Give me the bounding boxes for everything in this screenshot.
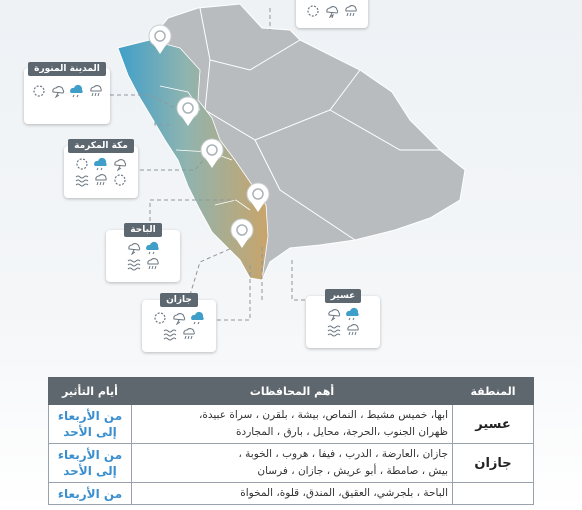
days-cell: من الأربعاء إلى الأحد (49, 405, 132, 444)
fog-icon (126, 257, 142, 271)
regions-table (48, 377, 534, 505)
region-card-jazan (142, 295, 216, 352)
table-row (49, 483, 534, 505)
governorates-cell: الباحة ، بلجرشي، العقيق، المندق، قلوة، المخواة (132, 483, 453, 505)
header-governorates: أهم المحافظات (132, 378, 453, 405)
heavy-rain-icon (88, 84, 104, 98)
region-cell: عسير (453, 405, 534, 444)
region-name: مكة المكرمة (68, 139, 134, 153)
rain-cloud-icon (190, 311, 206, 325)
header-region: المنطقة (453, 378, 534, 405)
days-cell: من الأربعاء إلى الأحد (49, 444, 132, 483)
heavy-rain-icon (345, 323, 361, 337)
region-cell: جازان (453, 444, 534, 483)
dust-icon (31, 84, 47, 98)
region-name: عسير (325, 289, 362, 303)
region-card-asir (306, 291, 380, 348)
fog-icon (326, 323, 342, 337)
rain-cloud-icon (145, 241, 161, 255)
dust-icon (152, 311, 168, 325)
heavy-rain-icon (93, 173, 109, 187)
heavy-rain-icon (145, 257, 161, 271)
heavy-rain-icon (181, 327, 197, 341)
thunder-rain-icon (112, 157, 128, 171)
thunder-rain-icon (326, 307, 342, 321)
days-cell: من الأربعاء (49, 483, 132, 505)
table-row (49, 405, 534, 444)
region-card-baha (106, 225, 180, 282)
governorates-cell: جازان ،العارضة ، الدرب ، فيفا ، هروب ، الخوبة ، بيش ، صامطة ، أبو عريش ، جازان ، فرسان (132, 444, 453, 483)
region-card-madinah (24, 64, 110, 124)
header-days: أيام التأثير (49, 378, 132, 405)
table-header-row (49, 378, 534, 405)
rain-cloud-icon (345, 307, 361, 321)
thunder-rain-icon (171, 311, 187, 325)
thunder-rain-icon (324, 4, 340, 18)
region-card-makkah (64, 141, 138, 198)
dust-icon (305, 4, 321, 18)
region-card-top (296, 0, 368, 28)
region-name: المدينة المنورة (28, 62, 106, 76)
region-name: الباحة (124, 223, 161, 237)
thunder-rain-icon (50, 84, 66, 98)
region-name: جازان (160, 293, 198, 307)
table-row (49, 444, 534, 483)
dust-icon (112, 173, 128, 187)
heavy-rain-icon (343, 4, 359, 18)
fog-icon (74, 173, 90, 187)
rain-cloud-icon (69, 84, 85, 98)
fog-icon (162, 327, 178, 341)
thunder-rain-icon (126, 241, 142, 255)
rain-cloud-icon (93, 157, 109, 171)
region-cell (453, 483, 534, 505)
dust-icon (74, 157, 90, 171)
governorates-cell: ابها، خميس مشيط ، النماص، بيشة ، بلقرن ، سراة عبيدة، ظهران الجنوب ،الحرجة، محايل ، بارق ، المجاردة (132, 405, 453, 444)
